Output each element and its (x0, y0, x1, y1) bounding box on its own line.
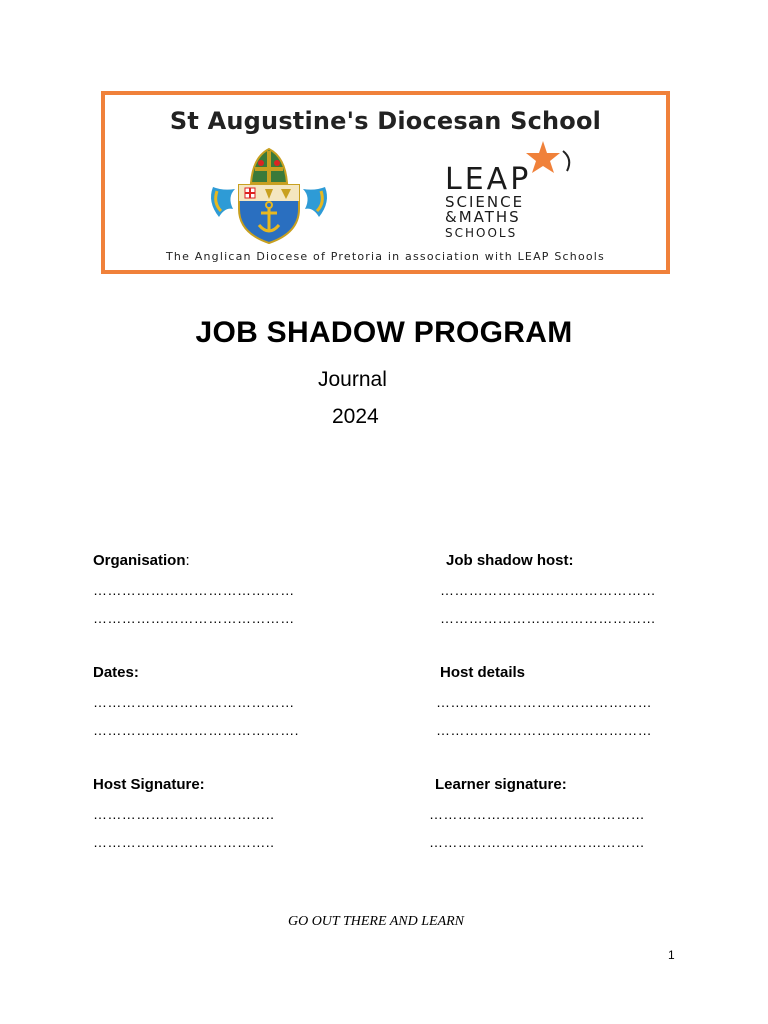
host-details-line-2[interactable]: ……………………………………… (436, 722, 652, 738)
dates-label: Dates: (93, 664, 139, 681)
diocesan-crest-icon (205, 147, 333, 245)
job-shadow-host-line-2[interactable]: ……………………………………… (440, 610, 656, 626)
dates-line-2[interactable]: ……………………………………. (93, 722, 299, 738)
organisation-line-1[interactable]: …………………………………… (93, 582, 295, 598)
leap-text: LEAP (445, 162, 532, 197)
host-signature-label: Host Signature: (93, 776, 205, 793)
host-signature-line-1[interactable]: ……………………………….. (93, 806, 275, 822)
leap-science-text: SCIENCE (445, 193, 525, 211)
job-shadow-host-line-1[interactable]: ……………………………………… (440, 582, 656, 598)
learner-signature-label: Learner signature: (435, 776, 567, 793)
school-banner-logo (101, 91, 670, 274)
leap-maths-text: &MATHS (445, 208, 521, 226)
host-details-label: Host details (440, 664, 526, 681)
organisation-label-colon: : (185, 552, 190, 569)
organisation-label: Organisation (93, 552, 186, 569)
host-signature-line-2[interactable]: ……………………………….. (93, 834, 275, 850)
learner-signature-line-2[interactable]: ……………………………………… (429, 834, 645, 850)
job-shadow-host-label: Job shadow host: (446, 552, 574, 569)
page-subtitle: Journal (318, 368, 387, 391)
dates-line-1[interactable]: …………………………………… (93, 694, 295, 710)
learner-signature-line-1[interactable]: ……………………………………… (429, 806, 645, 822)
leap-schools-text: SCHOOLS (445, 226, 518, 240)
banner-footer-text: The Anglican Diocese of Pretoria in association with LEAP Schools (165, 250, 605, 263)
host-details-line-1[interactable]: ……………………………………… (436, 694, 652, 710)
footer-motto: GO OUT THERE AND LEARN (287, 914, 465, 929)
organisation-label-group (93, 552, 190, 570)
leap-schools-wordmark (445, 162, 595, 240)
year-text: 2024 (332, 405, 379, 428)
page-number: 1 (668, 948, 675, 962)
page-title: JOB SHADOW PROGRAM (195, 316, 573, 349)
banner-school-name: St Augustine's Diocesan School (169, 107, 602, 135)
organisation-line-2[interactable]: …………………………………… (93, 610, 295, 626)
